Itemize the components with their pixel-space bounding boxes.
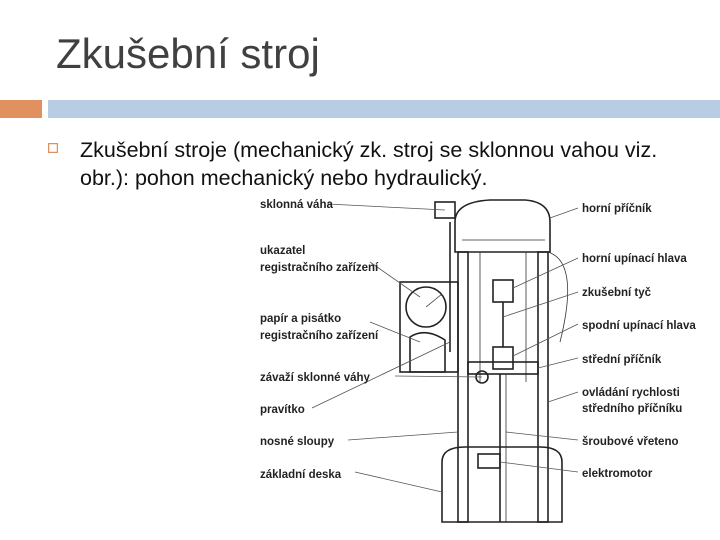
label-sroubove-vreteno: šroubové vřeteno xyxy=(582,436,679,448)
label-pravitko: pravítko xyxy=(260,404,305,416)
slide-title: Zkušební stroj xyxy=(56,30,320,77)
label-zakladni-deska: základní deska xyxy=(260,469,342,481)
label-sklonna-vaha: sklonná váha xyxy=(260,199,333,211)
machine-drawing xyxy=(400,200,568,522)
slide-body-text: Zkušební stroje (mechanický zk. stroj se sklonnou vahou viz. obr.): pohon mechanický nebo hydraulický. xyxy=(80,138,658,190)
label-nosne-sloupy: nosné sloupy xyxy=(260,436,335,448)
accent-bar xyxy=(0,100,42,118)
testing-machine-diagram xyxy=(250,192,720,532)
label-papir-pisatko: papír a pisátko registračního zařízení xyxy=(260,313,379,342)
header-band xyxy=(48,100,720,118)
label-stredni-pricnik: střední příčník xyxy=(582,354,662,366)
label-spodni-upinaci-hlava: spodní upínací hlava xyxy=(582,320,696,332)
label-zkusebni-tyc: zkušební tyč xyxy=(582,287,652,299)
label-ovladani-rychlosti: ovládání rychlosti středního příčníku xyxy=(582,387,683,415)
bullet-icon xyxy=(48,143,58,153)
label-ukazatel: ukazatel registračního zařízení xyxy=(260,245,379,274)
label-horni-pricnik: horní příčník xyxy=(582,203,652,215)
label-horni-upinaci-hlava: horní upínací hlava xyxy=(582,253,687,265)
label-zavazi: závaží sklonné váhy xyxy=(260,372,370,384)
right-labels xyxy=(582,203,696,480)
label-elektromotor: elektromotor xyxy=(582,468,653,480)
